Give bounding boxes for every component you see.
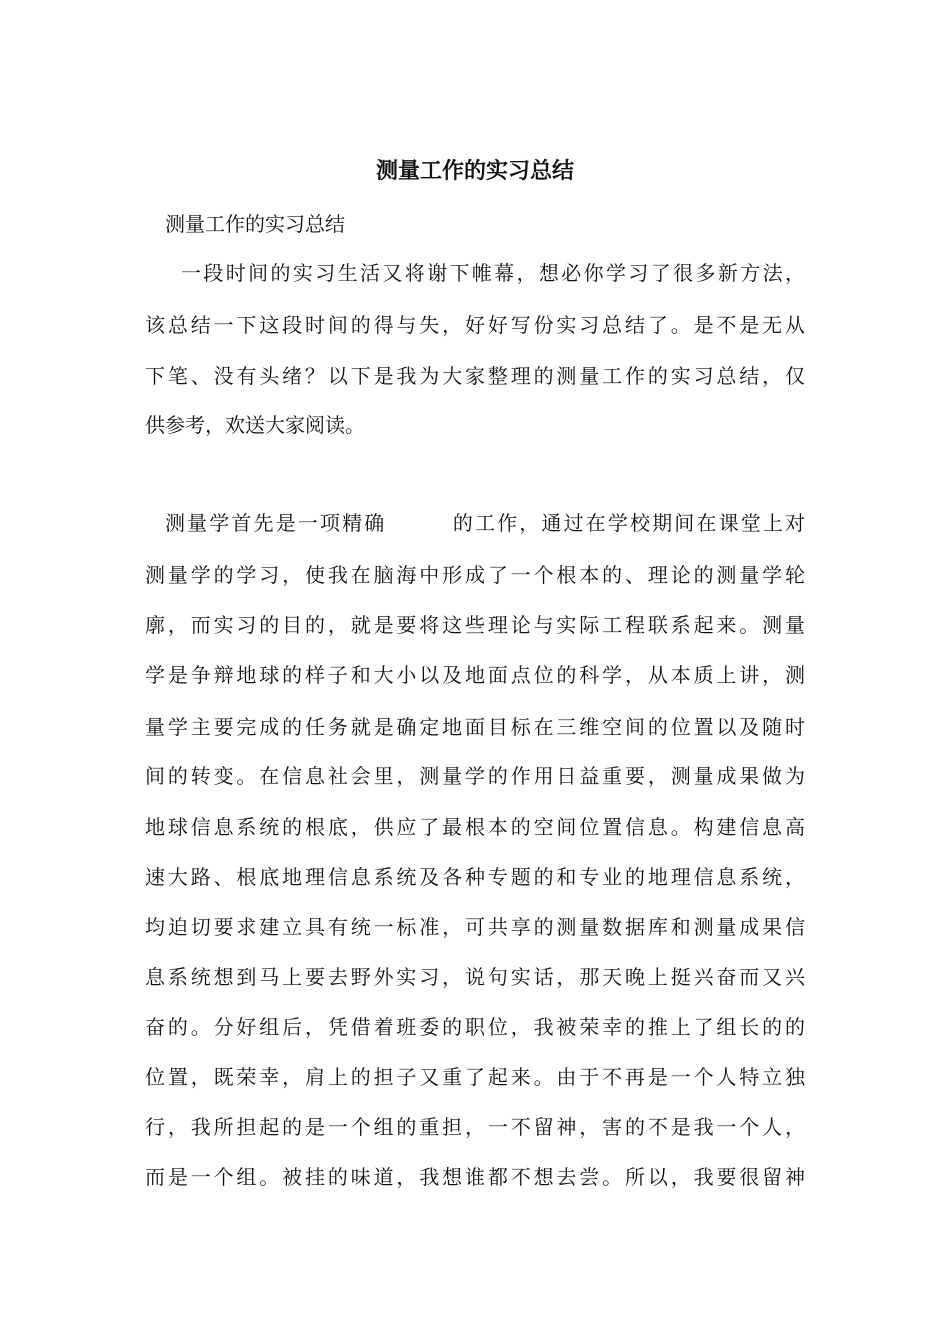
paragraph-line: 测量学首先是一项精确 的工作，通过在学校期间在课堂上对 — [165, 511, 805, 535]
paragraph-line: 该总结一下这段时间的得与失，好好写份实习总结了。是不是无从 — [145, 313, 805, 337]
paragraph-line: 量学主要完成的任务就是确定地面目标在三维空间的位置以及随时 — [145, 715, 805, 739]
paragraph-line: 位置，既荣幸，肩上的担子又重了起来。由于不再是一个人特立独 — [145, 1065, 805, 1089]
paragraph-line: 一段时间的实习生活又将谢下帷幕，想必你学习了很多新方法， — [181, 261, 805, 285]
paragraph-line: 测量学的学习，使我在脑海中形成了一个根本的、理论的测量学轮 — [145, 563, 805, 587]
paragraph-line: 学是争辩地球的样子和大小以及地面点位的科学，从本质上讲，测 — [145, 663, 805, 687]
document-subtitle: 测量工作的实习总结 — [165, 212, 345, 236]
paragraph-line: 速大路、根底地理信息系统及各种专题的和专业的地理信息系统， — [145, 865, 805, 889]
paragraph-line: 均迫切要求建立具有统一标准，可共享的测量数据库和测量成果信 — [145, 915, 805, 939]
paragraph-line: 息系统想到马上要去野外实习，说句实话，那天晚上挺兴奋而又兴 — [145, 965, 805, 989]
paragraph-line: 廓，而实习的目的，就是要将这些理论与实际工程联系起来。测量 — [145, 613, 805, 637]
paragraph-line: 行，我所担起的是一个组的重担，一不留神，害的不是我一个人， — [145, 1115, 805, 1139]
paragraph-line: 间的转变。在信息社会里，测量学的作用日益重要，测量成果做为 — [145, 764, 805, 788]
paragraph-line: 供参考，欢送大家阅读。 — [145, 413, 365, 437]
paragraph-line: 地球信息系统的根底，供应了最根本的空间位置信息。构建信息高 — [145, 815, 805, 839]
paragraph-line: 而是一个组。被挂的味道，我想谁都不想去尝。所以，我要很留神 — [145, 1165, 805, 1189]
paragraph-line: 下笔、没有头绪？以下是我为大家整理的测量工作的实习总结，仅 — [145, 364, 805, 388]
document-title: 测量工作的实习总结 — [375, 158, 574, 184]
paragraph-line: 奋的。分好组后，凭借着班委的职位，我被荣幸的推上了组长的的 — [145, 1015, 805, 1039]
